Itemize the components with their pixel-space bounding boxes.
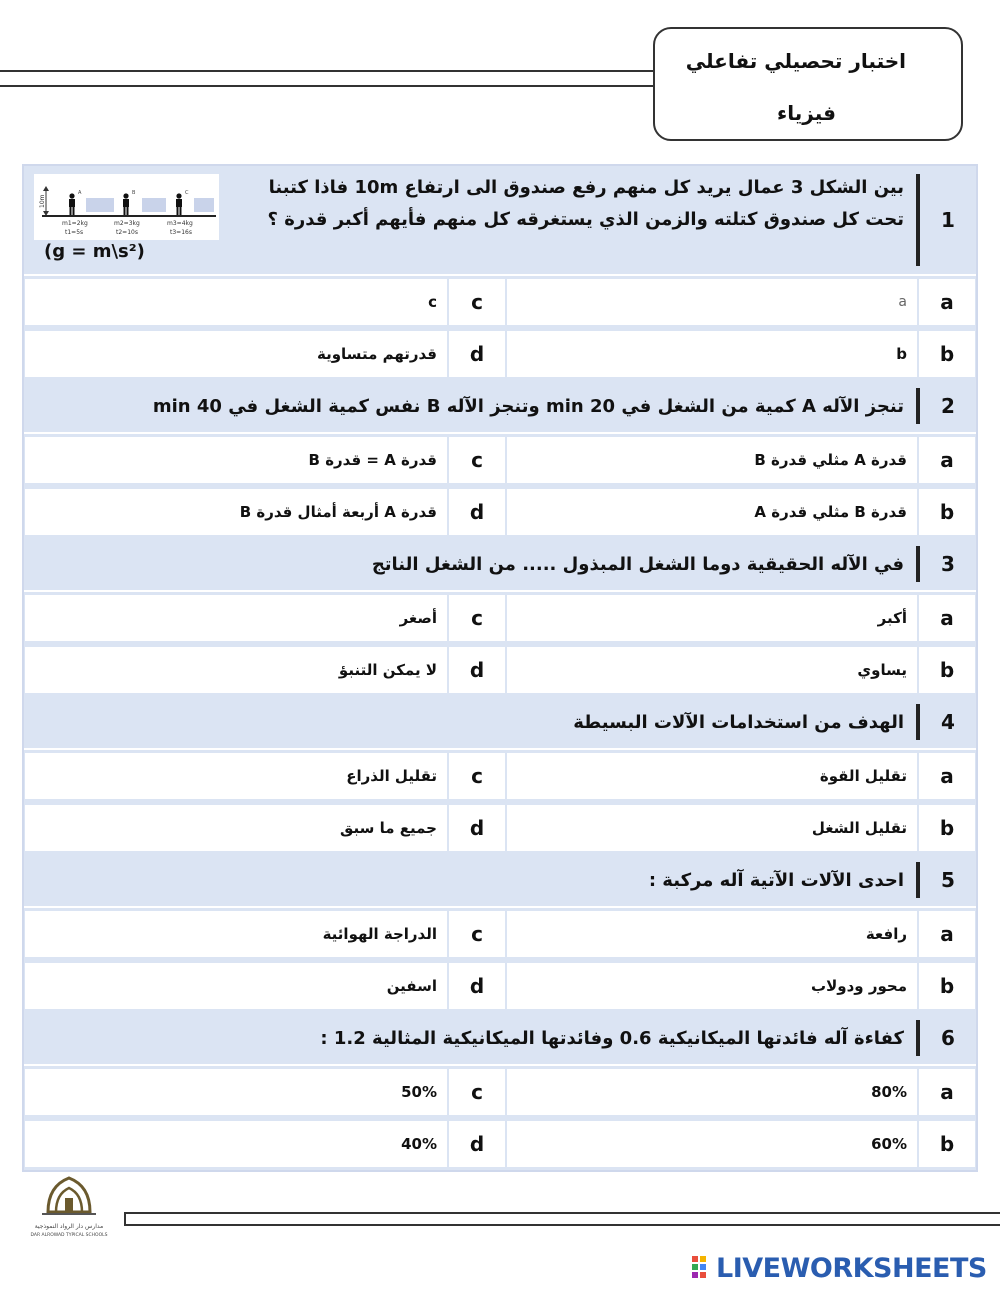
option-label-b: b bbox=[919, 963, 975, 1009]
school-name: مدارس دار الرواد النموذجية bbox=[34, 1223, 104, 1230]
question-row-3 bbox=[24, 538, 976, 592]
option-d[interactable]: لا يمكن التنبؤ bbox=[25, 647, 447, 693]
answer-row-bd-3 bbox=[24, 644, 976, 696]
question-text: الهدف من استخدامات الآلات البسيطة bbox=[573, 711, 904, 733]
svg-text:t3=16s: t3=16s bbox=[170, 229, 192, 236]
option-label-c: c bbox=[449, 279, 505, 325]
question-row-2 bbox=[24, 380, 976, 434]
option-b[interactable]: b bbox=[507, 331, 917, 377]
option-label-d: d bbox=[449, 647, 505, 693]
page-title: اختبار تحصيلي تفاعلي bbox=[685, 49, 906, 73]
quiz-table bbox=[22, 164, 978, 1172]
option-c[interactable]: الدراجة الهوائية bbox=[25, 911, 447, 957]
option-d[interactable]: قدرتهم متساوية bbox=[25, 331, 447, 377]
option-label-a: a bbox=[919, 911, 975, 957]
title-box bbox=[653, 27, 963, 141]
option-label-b: b bbox=[919, 805, 975, 851]
svg-text:A: A bbox=[78, 190, 82, 196]
option-c[interactable]: قدرة A = قدرة B bbox=[25, 437, 447, 483]
option-c[interactable]: 50% bbox=[25, 1069, 447, 1115]
header-rule bbox=[0, 70, 660, 87]
answer-row-ac-5 bbox=[24, 908, 976, 960]
question-number: 2 bbox=[941, 394, 955, 418]
option-label-a: a bbox=[919, 1069, 975, 1115]
option-a[interactable]: تقليل القوة bbox=[507, 753, 917, 799]
option-a[interactable]: رافعة bbox=[507, 911, 917, 957]
option-d[interactable]: 40% bbox=[25, 1121, 447, 1167]
option-label-c: c bbox=[449, 437, 505, 483]
option-label-b: b bbox=[919, 1121, 975, 1167]
question-row-6 bbox=[24, 1012, 976, 1066]
school-name-en: DAR ALROWAD TYPICAL SCHOOLS bbox=[30, 1233, 108, 1238]
question-number: 4 bbox=[941, 710, 955, 734]
svg-text:t1=5s: t1=5s bbox=[65, 229, 84, 236]
option-b[interactable]: تقليل الشغل bbox=[507, 805, 917, 851]
svg-text:t2=10s: t2=10s bbox=[116, 229, 138, 236]
answer-row-bd-2 bbox=[24, 486, 976, 538]
svg-text:m3=4kg: m3=4kg bbox=[167, 220, 193, 227]
question-text: في الآله الحقيقية دوما الشغل المبذول ..... من الشغل الناتج bbox=[371, 553, 904, 575]
option-d[interactable]: اسفين bbox=[25, 963, 447, 1009]
subject-title: فيزياء bbox=[777, 101, 836, 125]
answer-row-bd-5 bbox=[24, 960, 976, 1012]
school-logo bbox=[28, 1172, 110, 1244]
figure-height-label: 10m bbox=[39, 194, 46, 208]
question-row-4 bbox=[24, 696, 976, 750]
question-row-5 bbox=[24, 854, 976, 908]
option-label-d: d bbox=[449, 963, 505, 1009]
question-text: كفاءة آله فائدتها الميكانيكية 0.6 وفائدتها الميكانيكية المثالية 1.2 : bbox=[320, 1027, 904, 1049]
question-number: 6 bbox=[941, 1026, 955, 1050]
option-b[interactable]: محور ودولاب bbox=[507, 963, 917, 1009]
option-label-d: d bbox=[449, 1121, 505, 1167]
workers-figure bbox=[34, 174, 219, 240]
svg-text:m1=2kg: m1=2kg bbox=[62, 220, 88, 227]
option-b[interactable]: قدرة B مثلي قدرة A bbox=[507, 489, 917, 535]
option-b[interactable]: يساوي bbox=[507, 647, 917, 693]
answer-row-bd-4 bbox=[24, 802, 976, 854]
option-d[interactable]: قدرة A أربعة أمثال قدرة B bbox=[25, 489, 447, 535]
answer-row-ac-1 bbox=[24, 276, 976, 328]
option-a[interactable]: a bbox=[507, 279, 917, 325]
option-a[interactable]: قدرة A مثلي قدرة B bbox=[507, 437, 917, 483]
answer-row-ac-2 bbox=[24, 434, 976, 486]
option-c[interactable]: c bbox=[25, 279, 447, 325]
option-label-b: b bbox=[919, 647, 975, 693]
option-b[interactable]: 60% bbox=[507, 1121, 917, 1167]
answer-row-bd-6 bbox=[24, 1118, 976, 1170]
question-1-text: بين الشكل 3 عمال يريد كل منهم رفع صندوق الى ارتفاع 10m فاذا كتبنا تحت كل صندوق كتلته والزمن الذي يستغرقه كل منهم فأيهم أكبر قدرة ؟ bbox=[267, 177, 904, 230]
question-1-formula: (g = m\s²) bbox=[44, 241, 145, 262]
brand-text: LIVEWORKSHEETS bbox=[716, 1253, 987, 1284]
option-label-d: d bbox=[449, 489, 505, 535]
question-text: تنجز الآله A كمية من الشغل في 20 min وتنجز الآله B نفس كمية الشغل في 40 min bbox=[152, 395, 904, 417]
option-label-c: c bbox=[449, 753, 505, 799]
question-text: احدى الآلات الآتية آله مركبة : bbox=[648, 869, 904, 891]
option-label-b: b bbox=[919, 489, 975, 535]
question-number: 3 bbox=[941, 552, 955, 576]
option-label-b: b bbox=[919, 331, 975, 377]
svg-text:C: C bbox=[185, 190, 189, 196]
option-label-c: c bbox=[449, 1069, 505, 1115]
answer-row-ac-4 bbox=[24, 750, 976, 802]
answer-row-bd-1 bbox=[24, 328, 976, 380]
answer-row-ac-3 bbox=[24, 592, 976, 644]
option-label-a: a bbox=[919, 279, 975, 325]
question-row-1 bbox=[24, 166, 976, 276]
option-label-a: a bbox=[919, 595, 975, 641]
option-label-d: d bbox=[449, 331, 505, 377]
liveworksheets-brand[interactable] bbox=[692, 1253, 987, 1284]
option-d[interactable]: جميع ما سبق bbox=[25, 805, 447, 851]
svg-text:B: B bbox=[132, 190, 136, 196]
option-label-c: c bbox=[449, 595, 505, 641]
option-a[interactable]: أكبر bbox=[507, 595, 917, 641]
option-c[interactable]: تقليل الذراع bbox=[25, 753, 447, 799]
option-label-c: c bbox=[449, 911, 505, 957]
question-number: 5 bbox=[941, 868, 955, 892]
liveworksheets-icon bbox=[692, 1256, 714, 1280]
svg-text:m2=3kg: m2=3kg bbox=[114, 220, 140, 227]
answer-row-ac-6 bbox=[24, 1066, 976, 1118]
option-a[interactable]: 80% bbox=[507, 1069, 917, 1115]
option-label-a: a bbox=[919, 437, 975, 483]
option-c[interactable]: أصغر bbox=[25, 595, 447, 641]
question-number: 1 bbox=[941, 208, 955, 232]
footer-rule bbox=[124, 1212, 1000, 1226]
option-label-a: a bbox=[919, 753, 975, 799]
option-label-d: d bbox=[449, 805, 505, 851]
